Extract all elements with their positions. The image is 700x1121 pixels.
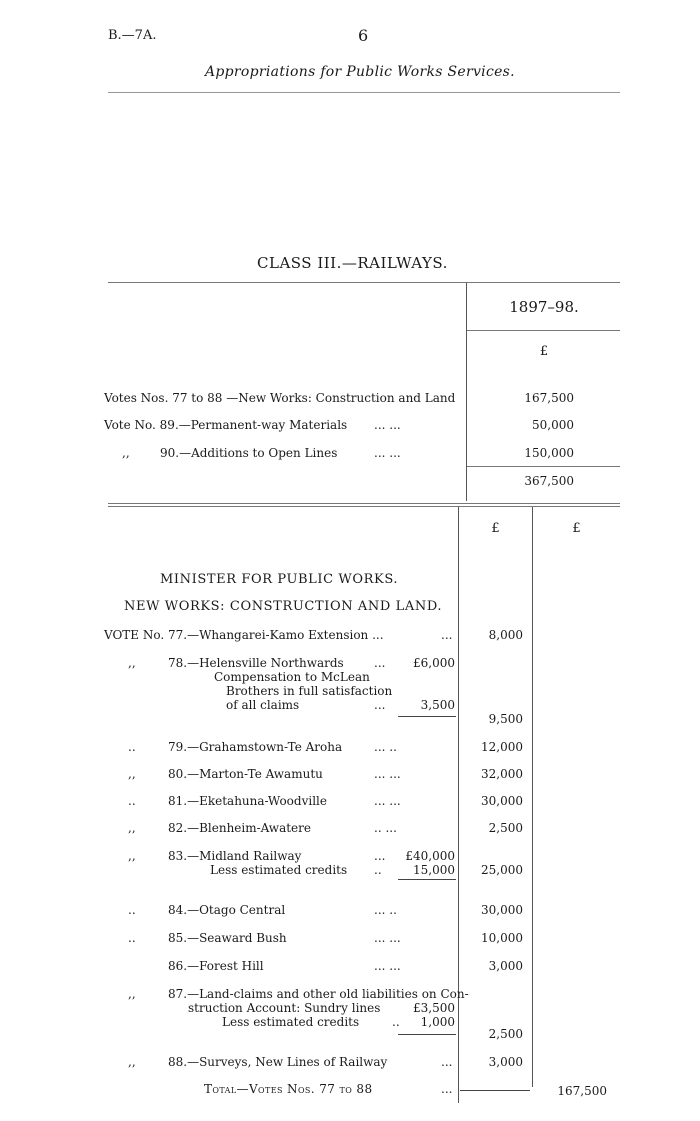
vote-label: VOTE No. 77.—Whangarei-Kamo Extension ...: [104, 628, 384, 642]
vote-label: 85.—Seaward Bush: [168, 931, 287, 945]
page-number: 6: [358, 26, 369, 45]
section-heading: NEW WORKS: CONSTRUCTION AND LAND.: [124, 599, 443, 614]
vote-dots: ..: [392, 1015, 400, 1029]
vote-dots: ... ...: [374, 959, 401, 973]
detail-column-divider-2: [532, 507, 533, 1087]
class-title-rule: [108, 282, 620, 283]
class-title: CLASS III.—RAILWAYS.: [257, 254, 448, 272]
section-rule-bottom: [108, 506, 620, 507]
vote-dots: ... ..: [374, 740, 397, 754]
vote-amount: 3,000: [488, 1055, 523, 1069]
vote-text-line: 87.—Land-claims and other old liabilities on Con-: [168, 987, 469, 1001]
vote-amount: 12,000: [481, 740, 523, 754]
vote-dots: ... ..: [374, 903, 397, 917]
summary-year: 1897–98.: [509, 298, 579, 316]
year-rule: [467, 330, 620, 331]
vote-label: 88.—Surveys, New Lines of Railway: [168, 1055, 388, 1069]
summary-row-amount: 167,500: [524, 391, 574, 405]
ditto-mark: ,,: [122, 446, 130, 460]
ditto-mark: ,,: [128, 656, 136, 670]
vote-label: 86.—Forest Hill: [168, 959, 264, 973]
vote-text-line: struction Account: Sundry lines: [188, 1001, 381, 1015]
vote-subamount: £3,500: [413, 1001, 455, 1015]
total-rule: [460, 1090, 530, 1091]
vote-text-line: Less estimated credits: [210, 863, 348, 877]
vote-amount: 2,500: [488, 1027, 523, 1041]
vote-text-line: Less estimated credits: [222, 1015, 360, 1029]
summary-total: 367,500: [524, 474, 574, 488]
minister-heading: MINISTER FOR PUBLIC WORKS.: [160, 572, 399, 587]
vote-amount: 2,500: [488, 821, 523, 835]
vote-label: 83.—Midland Railway: [168, 849, 302, 863]
total-dots: ...: [441, 1082, 453, 1096]
vote-dots: ... ...: [374, 931, 401, 945]
subtotal-rule: [398, 1034, 456, 1035]
vote-label: 78.—Helensville Northwards: [168, 656, 344, 670]
ditto-mark: ,,: [128, 1055, 136, 1069]
vote-text-line: of all claims: [226, 698, 300, 712]
vote-dots: ...: [374, 656, 386, 670]
ditto-mark: ..: [128, 794, 136, 808]
vote-amount: 32,000: [481, 767, 523, 781]
summary-row-label: 90.—Additions to Open Lines: [160, 446, 338, 460]
ditto-mark: ,,: [128, 821, 136, 835]
ditto-mark: ,,: [128, 987, 136, 1001]
vote-dots: ...: [374, 698, 386, 712]
header-rule: [108, 92, 620, 93]
vote-subamount: 1,000: [420, 1015, 455, 1029]
ditto-mark: ..: [128, 740, 136, 754]
vote-subamount: £40,000: [405, 849, 455, 863]
section-rule-top: [108, 503, 620, 504]
vote-text-line: Brothers in full satisfaction: [226, 684, 393, 698]
total-label: Total—Votes Nos. 77 to 88: [204, 1082, 373, 1096]
subtotal-rule: [398, 716, 456, 717]
summary-row-label: Vote No. 89.—Permanent-way Materials: [104, 418, 348, 432]
detail-currency-col2: £: [572, 521, 581, 536]
subtotal-rule: [398, 879, 456, 880]
vote-subamount: £6,000: [413, 656, 455, 670]
vote-dots: ...: [441, 628, 453, 642]
total-amount: 167,500: [557, 1084, 607, 1098]
vote-label: 80.—Marton-Te Awamutu: [168, 767, 323, 781]
vote-amount: 30,000: [481, 794, 523, 808]
detail-currency-col1: £: [491, 521, 500, 536]
vote-text-line: Compensation to McLean: [214, 670, 370, 684]
ditto-mark: ..: [128, 903, 136, 917]
vote-amount: 30,000: [481, 903, 523, 917]
ditto-mark: ,,: [128, 849, 136, 863]
ditto-mark: ,,: [128, 767, 136, 781]
vote-amount: 10,000: [481, 931, 523, 945]
summary-column-divider: [466, 283, 467, 501]
vote-subamount: 3,500: [420, 698, 455, 712]
summary-row-dots: ... ...: [374, 418, 401, 432]
ditto-mark: ..: [128, 931, 136, 945]
vote-dots: ... ...: [374, 794, 401, 808]
summary-currency: £: [539, 344, 549, 359]
doc-reference: B.—7A.: [108, 28, 157, 43]
summary-row-amount: 50,000: [532, 418, 574, 432]
running-title: Appropriations for Public Works Services.: [205, 64, 515, 80]
vote-label: 82.—Blenheim-Awatere: [168, 821, 311, 835]
vote-dots: ...: [441, 1055, 453, 1069]
vote-amount: 3,000: [488, 959, 523, 973]
summary-row-label: Votes Nos. 77 to 88 —New Works: Construction and Land: [104, 391, 456, 405]
vote-dots: ... ...: [374, 767, 401, 781]
vote-label: 79.—Grahamstown-Te Aroha: [168, 740, 343, 754]
vote-amount: 9,500: [488, 712, 523, 726]
vote-label: 84.—Otago Central: [168, 903, 286, 917]
vote-dots: .. ...: [374, 821, 397, 835]
vote-dots: ...: [374, 849, 386, 863]
vote-subamount: 15,000: [413, 863, 455, 877]
vote-label: 81.—Eketahuna-Woodville: [168, 794, 327, 808]
vote-dots: ..: [374, 863, 382, 877]
vote-amount: 8,000: [488, 628, 523, 642]
summary-total-rule: [467, 466, 620, 467]
summary-row-dots: ... ...: [374, 446, 401, 460]
summary-row-amount: 150,000: [524, 446, 574, 460]
vote-amount: 25,000: [481, 863, 523, 877]
